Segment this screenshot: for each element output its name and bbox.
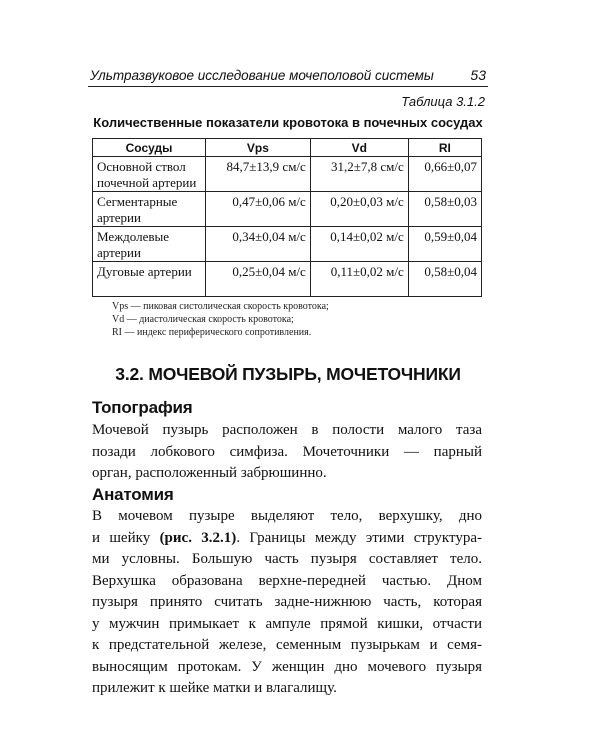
table-number: Таблица 3.1.2 — [401, 94, 485, 109]
column-header-vd: Vd — [310, 139, 408, 157]
paragraph-text: . Границы между этими структура- — [236, 529, 483, 546]
paragraph-line: к предстательной железе, семенным пузырькам и семя- — [92, 637, 482, 653]
paragraph-line: позади лобкового симфиза. Мочеточники — парный — [92, 443, 482, 460]
blood-flow-table — [92, 138, 482, 297]
topography-paragraph — [92, 420, 482, 485]
topography-heading: Топография — [92, 398, 193, 417]
table-row — [93, 227, 482, 262]
vessel-name: Дуговые артерии — [93, 262, 206, 297]
table-row — [93, 262, 482, 297]
paragraph-line: выносящим протокам. У женщин дно мочевого пузыря — [92, 658, 482, 675]
running-header — [88, 66, 488, 87]
column-header-vessels: Сосуды — [93, 139, 206, 157]
vd-value: 0,14±0,02 м/с — [310, 227, 408, 262]
paragraph-line: пузыря принято считать задне-нижнюю часть, которая — [92, 594, 482, 610]
vd-value: 31,2±7,8 см/с — [310, 157, 408, 192]
paragraph-line — [92, 528, 482, 550]
ri-value: 0,58±0,03 — [408, 192, 481, 227]
vps-value: 84,7±13,9 см/с — [206, 157, 311, 192]
column-header-vps: Vps — [206, 139, 311, 157]
page-number: 53 — [470, 67, 486, 83]
anatomy-paragraph — [92, 506, 482, 700]
vessel-name: Сегментарные артерии — [93, 192, 206, 227]
paragraph-line: прилежит к шейке матки и влагалищу. — [92, 680, 337, 696]
section-title: 3.2. МОЧЕВОЙ ПУЗЫРЬ, МОЧЕТОЧНИКИ — [115, 364, 461, 384]
table-caption: Количественные показатели кровотока в почечных сосудах — [93, 115, 483, 130]
table-header-row — [93, 139, 482, 157]
paragraph-line: В мочевом пузыре выделяют тело, верхушку, дно — [92, 508, 482, 524]
paragraph-line: Верхушка образована верхне-передней частью. Дном — [92, 572, 482, 589]
paragraph-line: Мочевой пузырь расположен в полости малого таза — [92, 422, 482, 438]
paragraph-line: орган, расположенный забрюшинно. — [92, 465, 327, 481]
anatomy-heading: Анатомия — [92, 485, 174, 504]
ri-value: 0,66±0,07 — [408, 157, 481, 192]
ri-value: 0,58±0,04 — [408, 262, 481, 297]
column-header-ri: RI — [408, 139, 481, 157]
paragraph-line: у мужчин примыкает к ампуле прямой кишки, отчасти — [92, 615, 482, 632]
vps-value: 0,47±0,06 м/с — [206, 192, 311, 227]
table-row — [93, 192, 482, 227]
running-header-title: Ультразвуковое исследование мочеполовой системы — [90, 68, 434, 83]
vps-value: 0,34±0,04 м/с — [206, 227, 311, 262]
table-note: Vd — диастолическая скорость кровотока; — [112, 314, 294, 325]
paragraph-line: ми условны. Большую часть пузыря составляет тело. — [92, 551, 482, 567]
vessel-name: Междолевые артерии — [93, 227, 206, 262]
table-note: Vps — пиковая систолическая скорость кровотока; — [112, 301, 329, 312]
figure-reference: (рис. 3.2.1) — [159, 529, 237, 546]
ri-value: 0,59±0,04 — [408, 227, 481, 262]
paragraph-text: и шейку — [92, 529, 160, 546]
vd-value: 0,11±0,02 м/с — [310, 262, 408, 297]
vd-value: 0,20±0,03 м/с — [310, 192, 408, 227]
table-row — [93, 157, 482, 192]
vps-value: 0,25±0,04 м/с — [206, 262, 311, 297]
vessel-name: Основной ствол почечной артерии — [93, 157, 206, 192]
table-notes — [112, 300, 329, 339]
table-note: RI — индекс периферического сопротивления. — [112, 327, 312, 338]
